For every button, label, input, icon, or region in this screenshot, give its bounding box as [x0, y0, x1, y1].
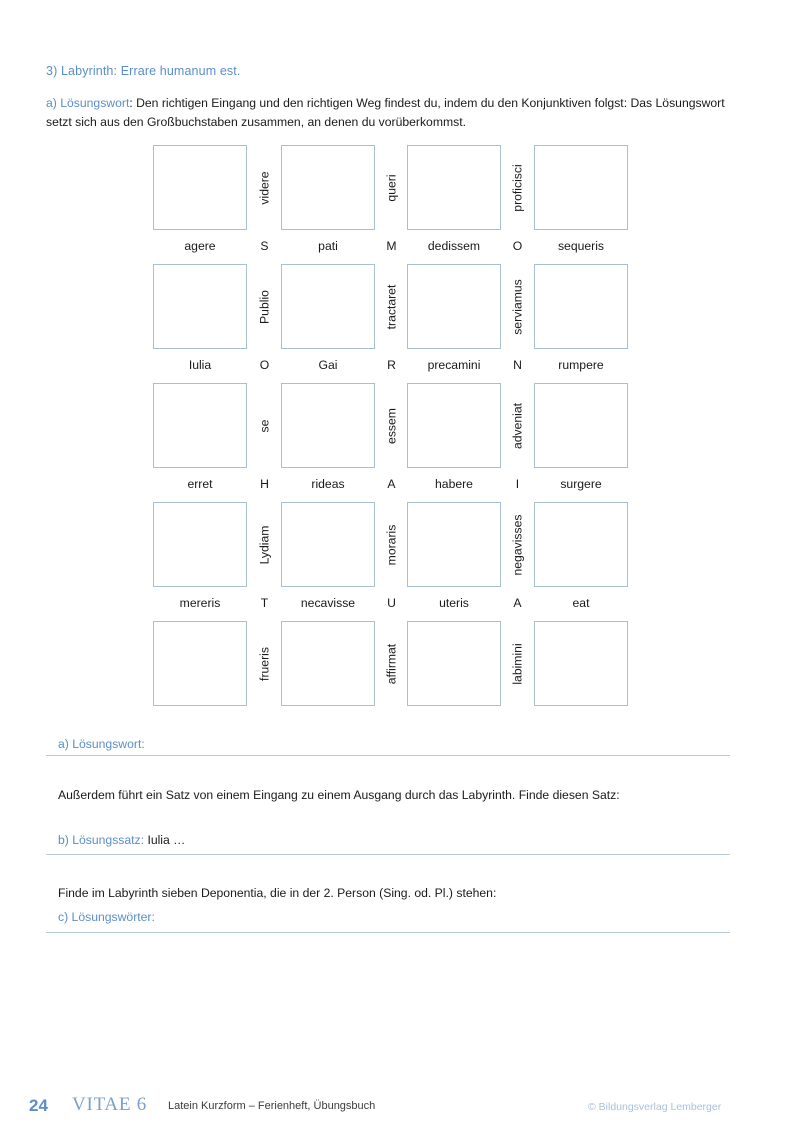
footer-page-number: 24	[29, 1096, 48, 1115]
labyrinth-cell[interactable]	[534, 621, 628, 706]
labyrinth-wall-label: mereris	[179, 596, 221, 610]
labyrinth-wall-label: eat	[572, 596, 590, 610]
labyrinth-wall-label: moraris	[384, 524, 399, 565]
labyrinth-cell[interactable]	[534, 264, 628, 349]
labyrinth-cell[interactable]	[534, 145, 628, 230]
labyrinth-wall-label: rumpere	[558, 358, 604, 372]
labyrinth-wall-label: labimini	[510, 642, 525, 685]
labyrinth-cell[interactable]	[153, 264, 247, 349]
labyrinth-letter: H	[260, 477, 269, 491]
footer-copyright: © Bildungsverlag Lemberger	[588, 1101, 722, 1113]
labyrinth-cell[interactable]	[407, 264, 501, 349]
labyrinth-letter: R	[387, 358, 396, 372]
labyrinth-wall-label: serviamus	[510, 278, 525, 335]
intro-label: a) Lösungswort	[46, 96, 130, 110]
labyrinth-wall-label: frueris	[257, 646, 272, 681]
footer-brand: VITAE 6	[72, 1094, 148, 1115]
labyrinth-wall-label: negavisses	[510, 514, 525, 575]
answer-b-prompt: Außerdem führt ein Satz von einem Eingang zu einem Ausgang durch das Labyrinth. Finde diesen Satz:	[58, 788, 620, 802]
labyrinth-wall-label: uteris	[439, 596, 469, 610]
answer-a-label: a) Lösungswort:	[58, 737, 145, 751]
task-title: 3) Labyrinth: Errare humanum est.	[46, 64, 241, 78]
labyrinth-letter: O	[512, 239, 523, 253]
labyrinth-letter: T	[260, 596, 269, 610]
answer-b-label: b) Lösungssatz:	[58, 833, 145, 847]
labyrinth-wall-label: queri	[384, 173, 399, 202]
labyrinth-letter: I	[515, 477, 520, 491]
task-intro	[46, 94, 736, 132]
labyrinth-letter: S	[260, 239, 269, 253]
answer-c-label: c) Lösungswörter:	[58, 910, 155, 924]
labyrinth-wall-label: Lydiam	[257, 525, 272, 564]
labyrinth-cell[interactable]	[281, 145, 375, 230]
labyrinth-wall-label: Publio	[257, 289, 272, 324]
labyrinth-wall-label: essem	[384, 407, 399, 444]
labyrinth-cell[interactable]	[534, 502, 628, 587]
labyrinth-wall-label: Gai	[318, 358, 338, 372]
divider-2	[46, 854, 730, 855]
labyrinth-wall-label: rideas	[311, 477, 345, 491]
labyrinth-letter: U	[387, 596, 396, 610]
answer-b-value: Iulia …	[147, 833, 186, 847]
labyrinth-wall-label: adveniat	[510, 402, 525, 449]
labyrinth-wall-label: affirmat	[384, 643, 399, 684]
labyrinth-cell[interactable]	[407, 145, 501, 230]
labyrinth-cell[interactable]	[153, 502, 247, 587]
labyrinth-cell[interactable]	[281, 502, 375, 587]
labyrinth-cell[interactable]	[281, 264, 375, 349]
labyrinth-letter: A	[387, 477, 396, 491]
intro-text: : Den richtigen Eingang und den richtigen Weg findest du, indem du den Konjunktiven folgst: Das Lösungswort setzt sich aus den Großbuchstaben zusammen, an denen du vorüberkommst.	[46, 96, 725, 129]
labyrinth-letter: O	[259, 358, 270, 372]
labyrinth-wall-label: dedissem	[427, 239, 481, 253]
labyrinth-cell[interactable]	[281, 383, 375, 468]
labyrinth-letter: N	[513, 358, 522, 372]
labyrinth-wall-label: sequeris	[557, 239, 605, 253]
labyrinth-wall-label: pati	[318, 239, 338, 253]
labyrinth-cell[interactable]	[407, 621, 501, 706]
labyrinth-letter: A	[513, 596, 522, 610]
footer-subtitle: Latein Kurzform – Ferienheft, Übungsbuch	[168, 1100, 376, 1112]
labyrinth-cell[interactable]	[407, 502, 501, 587]
labyrinth-wall-label: Iulia	[188, 358, 212, 372]
labyrinth-cell[interactable]	[407, 383, 501, 468]
divider-1	[46, 755, 730, 756]
labyrinth-cell[interactable]	[281, 621, 375, 706]
labyrinth-wall-label: se	[257, 419, 272, 432]
labyrinth-cell[interactable]	[153, 383, 247, 468]
labyrinth-wall-label: precamini	[427, 358, 481, 372]
labyrinth-cell[interactable]	[153, 621, 247, 706]
labyrinth-cell[interactable]	[534, 383, 628, 468]
labyrinth-wall-label: habere	[435, 477, 473, 491]
labyrinth-wall-label: erret	[187, 477, 213, 491]
labyrinth-wall-label: agere	[184, 239, 216, 253]
labyrinth-letter: M	[386, 239, 397, 253]
divider-3	[46, 932, 730, 933]
labyrinth-wall-label: tractaret	[384, 284, 399, 329]
answer-b-line	[58, 833, 185, 847]
labyrinth-wall-label: surgere	[560, 477, 602, 491]
labyrinth-cell[interactable]	[153, 145, 247, 230]
labyrinth-wall-label: necavisse	[300, 596, 356, 610]
answer-c-prompt: Finde im Labyrinth sieben Deponentia, die in der 2. Person (Sing. od. Pl.) stehen:	[58, 886, 497, 900]
labyrinth-wall-label: proficisci	[510, 163, 525, 212]
labyrinth-wall-label: videre	[257, 170, 272, 205]
